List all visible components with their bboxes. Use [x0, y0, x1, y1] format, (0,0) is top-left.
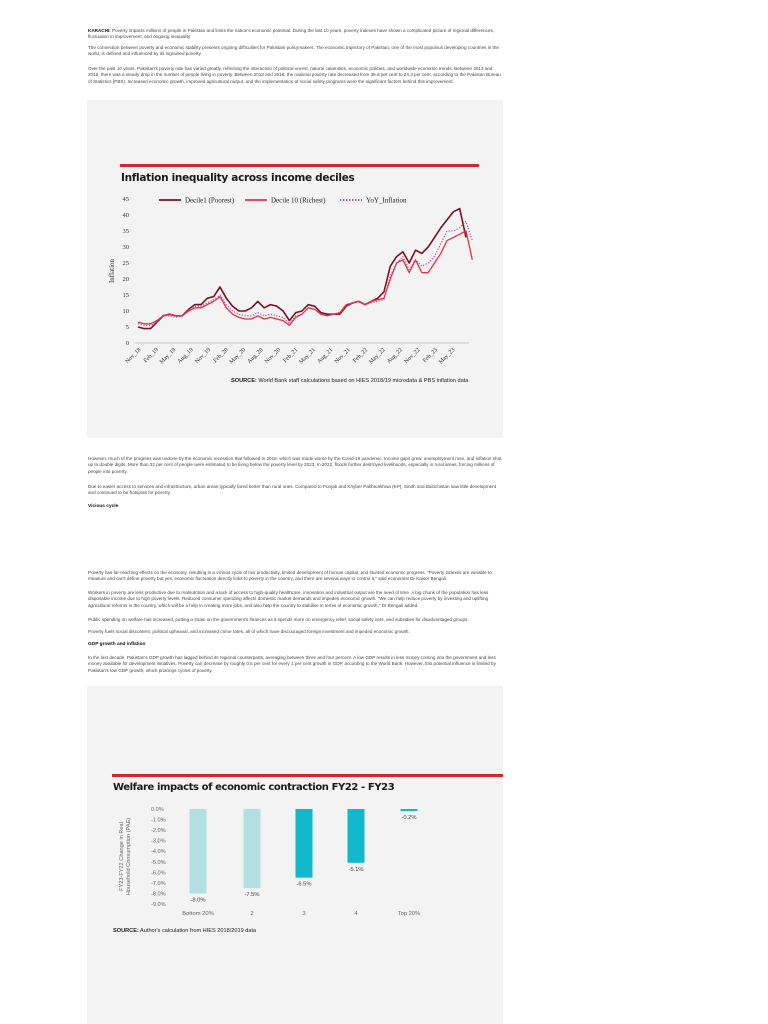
y-axis-label: Inflation: [108, 258, 116, 284]
article-paragraph: Due to easier access to services and infrastructure, urban areas typically fared better than rural ones. Compared to Punjab and Khyber Pakhtunkhwa (KP), Sindh and Balochistan saw little development and continued to be hotspots for poverty.: [88, 484, 497, 496]
source-text: World Bank staff calculations based on HIES 2018/19 microdata & PBS inflation data: [258, 378, 469, 384]
x-tick-label: 2: [250, 911, 254, 917]
paragraph-text: Poverty impacts millions of people in Pakistan and limits the nation's economic potential. During the last 10 years, poverty indexes have shown a complicated picture of regional differences, fluctuation in improvement, and ongoing inequality.: [88, 28, 495, 40]
y-tick-label: 0: [125, 340, 129, 347]
bar: [244, 809, 261, 888]
legend-label: Decile 10 (Richest): [271, 196, 326, 205]
y-tick-label: 25: [122, 260, 129, 267]
x-tick-label: May_19: [158, 347, 178, 366]
x-tick-label: Feb_20: [212, 347, 230, 365]
y-tick-label: -2.0%: [151, 828, 166, 835]
article-paragraph: Over the past 10 years, Pakistan's poverty rate has varied greatly, reflecting the interaction of political unrest, natural calamities, economic policies, and worldwide economic trends. Between 2013 and 2018, there was a steady drop in the number of people living in poverty. Between 2013 and 2018, the national poverty rate decreased from 36.8 per cent to 24.3 per cent, according to the Pakistan Bureau of Statistics (PBS). Increased economic growth, improved agricultural output, and the implementation of social safety programs were the significant factors behind this improvement.: [88, 66, 501, 84]
chart-title: Inflation inequality across income deciles: [121, 172, 355, 184]
y-tick-label: 30: [122, 244, 129, 251]
y-tick-label: -7.0%: [151, 880, 166, 887]
bar: [401, 809, 418, 811]
y-tick-label: 40: [122, 212, 129, 219]
source-text: Author's calculation from HIES 2018/2019 data: [140, 928, 257, 934]
x-tick-label: May_23: [438, 347, 457, 366]
y-tick-label: 10: [122, 308, 129, 315]
x-tick-label: May_22: [368, 347, 387, 366]
series-line-3: [138, 221, 472, 325]
x-tick-label: Bottom 20%: [182, 911, 214, 917]
x-tick-label: Aug_21: [316, 347, 335, 366]
y-tick-label: -4.0%: [151, 849, 166, 856]
x-tick-label: Aug_20: [246, 347, 265, 366]
data-label: -6.5%: [296, 881, 312, 888]
article-paragraph: [88, 28, 502, 41]
x-tick-label: Nov_19: [194, 347, 213, 366]
y-tick-label: 15: [122, 292, 129, 299]
y-tick-label: -9.0%: [151, 902, 166, 908]
y-tick-label: -3.0%: [151, 838, 166, 845]
x-tick-label: Nov_18: [124, 347, 143, 366]
article-paragraph: The connection between poverty and economic stability presents ongoing difficulties for Pakistani policymakers. The economic trajectory of Pakistan, one of the most populous developing countries in the world, is defined and influenced by its ingrained poverty.: [88, 45, 499, 57]
bar: [190, 809, 207, 893]
x-tick-label: 3: [302, 911, 306, 917]
data-label: -7.5%: [244, 892, 260, 899]
x-tick-label: Feb_19: [142, 347, 160, 365]
article-paragraph: Poverty fuels social discontent, political upheaval, and increased crime rates, all of which have discouraged foreign investment and impeded economic growth.: [88, 629, 410, 634]
y-axis-label-line2: Household Consumption (PAE): [126, 817, 132, 896]
x-tick-label: Nov_22: [403, 347, 422, 366]
welfare-bar-chart: [87, 686, 503, 1024]
y-axis-label: FY23-FY22 Change in Real: [119, 822, 125, 891]
x-tick-label: Feb_23: [421, 347, 439, 365]
data-label: -8.0%: [190, 897, 206, 904]
x-tick-label: May_20: [228, 347, 248, 366]
source-label: SOURCE:: [231, 378, 257, 384]
dateline: KARACHI:: [88, 28, 111, 33]
bar: [296, 809, 313, 878]
y-tick-label: 35: [122, 228, 129, 235]
x-tick-label: Feb_21: [282, 347, 300, 365]
x-tick-label: Nov_20: [264, 347, 282, 366]
x-tick-label: Top 20%: [397, 911, 421, 917]
section-heading: Vicious cycle: [88, 504, 119, 509]
article-paragraph: Public spending on welfare has increased, putting a strain on the government's finances as it spends more on emergency relief, social safety nets, and subsidies for disadvantaged groups.: [88, 617, 469, 622]
y-tick-label: 5: [125, 324, 129, 331]
x-tick-label: Nov_21: [333, 347, 352, 366]
x-tick-label: Aug_19: [176, 347, 195, 366]
y-tick-label: -8.0%: [151, 891, 166, 898]
y-tick-label: 20: [122, 276, 129, 283]
article-paragraph: However, much of the progress was undone by the economic recession that followed in 2018, which was made worse by the Covid-19 pandemic. Income gaps grew, unemployment rose, and inflation shot up to double digits. More than 32 per cent of people were estimated to be living below the poverty level by 2023. In 2022, floods further destroyed livelihoods, especially in rural areas, forcing millions of people into poverty.: [88, 456, 502, 474]
y-tick-label: -6.0%: [151, 870, 166, 877]
data-label: -0.2%: [401, 815, 417, 822]
chart-source: [113, 928, 256, 934]
data-label: -5.1%: [348, 866, 364, 873]
y-tick-label: -1.0%: [151, 817, 166, 824]
legend-label: YoY_Inflation: [366, 196, 407, 205]
section-heading: GDP growth and inflation: [88, 642, 146, 647]
x-tick-label: Aug_22: [386, 347, 405, 366]
chart-source: [231, 378, 468, 384]
source-label: SOURCE:: [113, 928, 139, 934]
chart-title: Welfare impacts of economic contraction FY22 - FY23: [113, 782, 395, 793]
legend-label: Decile1 (Poorest): [185, 196, 235, 205]
y-tick-label: 45: [122, 196, 129, 203]
y-tick-label: -5.0%: [151, 859, 166, 866]
figure-welfare: [87, 686, 503, 1024]
article-paragraph: In the last decade, Pakistan's GDP growth has lagged behind its regional counterparts, averaging between three and four percent. A low GDP results in less money coming into the government and less money available for development initiatives. Poverty can decrease by roughly 0.5 per cent for every 1 per cent growth in GDP, according to the World Bank. However, this potential influence is limited by Pakistan's low GDP growth, which prolongs cycles of poverty.: [88, 655, 496, 673]
x-tick-label: 4: [354, 911, 358, 917]
x-tick-label: May_21: [298, 347, 317, 366]
x-tick-label: Feb_22: [352, 347, 370, 365]
y-tick-label: 0.0%: [151, 807, 164, 813]
bar: [348, 809, 365, 863]
inflation-line-chart: [87, 100, 503, 438]
figure-inflation: [87, 100, 503, 438]
article-paragraph: Workers in poverty are less productive due to malnutrition and a lack of access to high-quality healthcare, innovation and industrial output are the need of time. A big chunk of the population has less disposable income due to high poverty levels. Reduced consumer spending affects domestic market demands and impedes economic growth. "We can help reduce poverty by investing and uplifting agricultural reforms in the country, which will be a help in creating more jobs, and also help the country to stabilise in terms of economic growth," Dr Bengali added.: [88, 590, 489, 608]
series-line-1: [138, 209, 466, 329]
article-paragraph: Poverty has far-reaching effects on the economy, resulting in a vicious cycle of low productivity, limited development of human capital, and stunted economic progress. "Poverty indexes are variable to measure and can't define poverty but yes, economic fluctuation directly links to poverty in the country, and there are several ways to control it," said economist Dr Kaiser Bengali.: [88, 570, 492, 582]
